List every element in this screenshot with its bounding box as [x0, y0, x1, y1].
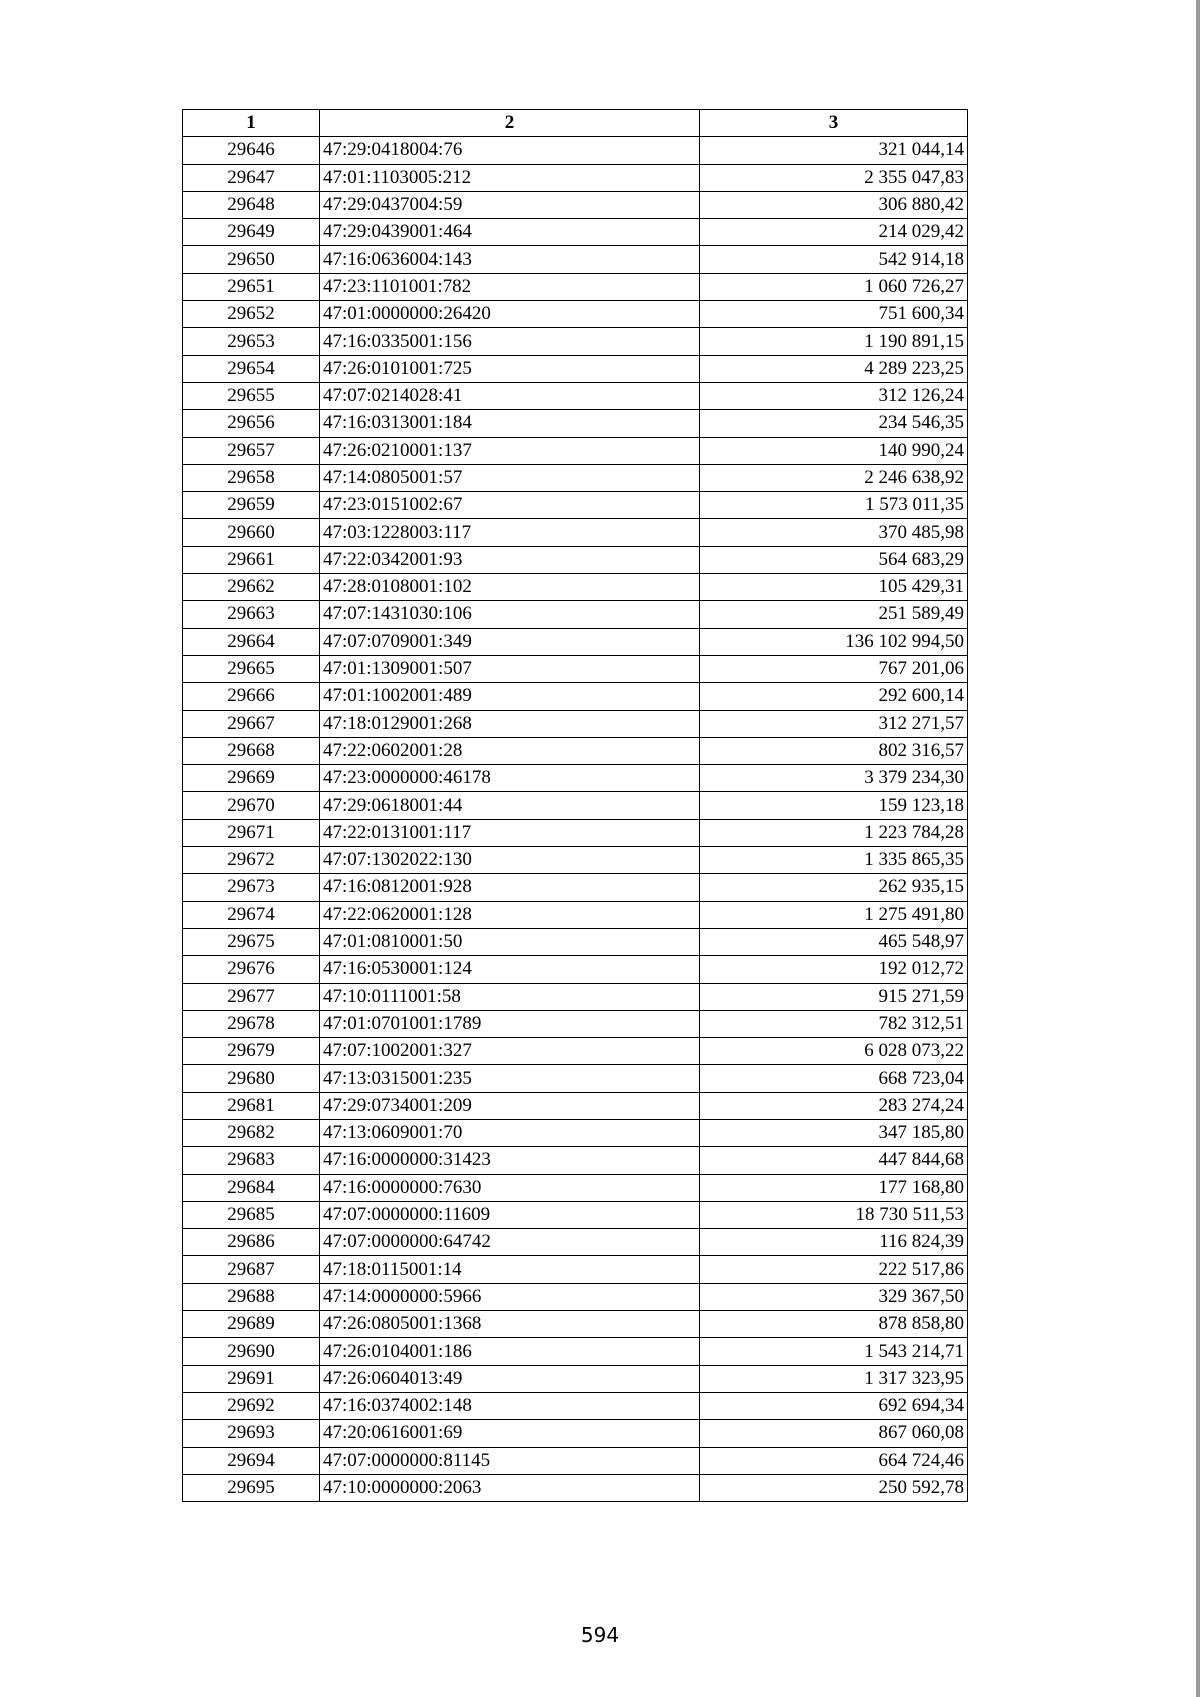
row-number-cell: 29693	[183, 1420, 320, 1447]
table-header-row	[183, 110, 968, 137]
table-row	[183, 655, 968, 682]
cadastral-number-cell: 47:01:1103005:212	[320, 164, 700, 191]
row-number-cell: 29655	[183, 382, 320, 409]
cadastral-number-cell: 47:16:0530001:124	[320, 956, 700, 983]
value-cell: 1 335 865,35	[700, 847, 968, 874]
cadastral-number-cell: 47:07:1302022:130	[320, 847, 700, 874]
table-row	[183, 191, 968, 218]
value-cell: 177 168,80	[700, 1174, 968, 1201]
value-cell: 1 573 011,35	[700, 492, 968, 519]
value-cell: 1 317 323,95	[700, 1365, 968, 1392]
cadastral-number-cell: 47:13:0609001:70	[320, 1119, 700, 1146]
row-number-cell: 29677	[183, 983, 320, 1010]
table-row	[183, 464, 968, 491]
value-cell: 347 185,80	[700, 1119, 968, 1146]
cadastral-number-cell: 47:16:0374002:148	[320, 1392, 700, 1419]
cadastral-number-cell: 47:07:0709001:349	[320, 628, 700, 655]
cadastral-number-cell: 47:22:0131001:117	[320, 819, 700, 846]
table-row	[183, 901, 968, 928]
value-cell: 370 485,98	[700, 519, 968, 546]
cadastral-number-cell: 47:29:0618001:44	[320, 792, 700, 819]
value-cell: 192 012,72	[700, 956, 968, 983]
row-number-cell: 29652	[183, 301, 320, 328]
cadastral-number-cell: 47:29:0439001:464	[320, 219, 700, 246]
value-cell: 564 683,29	[700, 546, 968, 573]
value-cell: 159 123,18	[700, 792, 968, 819]
cadastral-number-cell: 47:23:0000000:46178	[320, 765, 700, 792]
value-cell: 1 223 784,28	[700, 819, 968, 846]
value-cell: 802 316,57	[700, 737, 968, 764]
row-number-cell: 29679	[183, 1038, 320, 1065]
value-cell: 214 029,42	[700, 219, 968, 246]
row-number-cell: 29667	[183, 710, 320, 737]
table-row	[183, 628, 968, 655]
value-cell: 116 824,39	[700, 1229, 968, 1256]
table-row	[183, 1092, 968, 1119]
table-row	[183, 273, 968, 300]
cadastral-number-cell: 47:03:1228003:117	[320, 519, 700, 546]
row-number-cell: 29670	[183, 792, 320, 819]
value-cell: 2 355 047,83	[700, 164, 968, 191]
column-header-2: 2	[320, 110, 700, 137]
cadastral-number-cell: 47:13:0315001:235	[320, 1065, 700, 1092]
table-row	[183, 710, 968, 737]
table-row	[183, 847, 968, 874]
row-number-cell: 29686	[183, 1229, 320, 1256]
table-row	[183, 601, 968, 628]
table-row	[183, 519, 968, 546]
cadastral-number-cell: 47:07:0000000:64742	[320, 1229, 700, 1256]
cadastral-number-cell: 47:07:0000000:81145	[320, 1447, 700, 1474]
row-number-cell: 29663	[183, 601, 320, 628]
table-row	[183, 874, 968, 901]
table-row	[183, 1447, 968, 1474]
cadastral-number-cell: 47:22:0342001:93	[320, 546, 700, 573]
value-cell: 867 060,08	[700, 1420, 968, 1447]
row-number-cell: 29668	[183, 737, 320, 764]
row-number-cell: 29660	[183, 519, 320, 546]
column-header-3: 3	[700, 110, 968, 137]
cadastral-number-cell: 47:26:0101001:725	[320, 355, 700, 382]
row-number-cell: 29691	[183, 1365, 320, 1392]
cadastral-number-cell: 47:14:0805001:57	[320, 464, 700, 491]
cadastral-number-cell: 47:23:1101001:782	[320, 273, 700, 300]
value-cell: 2 246 638,92	[700, 464, 968, 491]
cadastral-number-cell: 47:07:1431030:106	[320, 601, 700, 628]
table-row	[183, 1201, 968, 1228]
table-row	[183, 137, 968, 164]
table-body	[183, 137, 968, 1502]
row-number-cell: 29682	[183, 1119, 320, 1146]
row-number-cell: 29664	[183, 628, 320, 655]
table-row	[183, 437, 968, 464]
value-cell: 1 543 214,71	[700, 1338, 968, 1365]
table-row	[183, 792, 968, 819]
row-number-cell: 29688	[183, 1283, 320, 1310]
cadastral-number-cell: 47:07:0000000:11609	[320, 1201, 700, 1228]
table-row	[183, 1338, 968, 1365]
value-cell: 692 694,34	[700, 1392, 968, 1419]
cadastral-number-cell: 47:16:0000000:31423	[320, 1147, 700, 1174]
table-row	[183, 164, 968, 191]
row-number-cell: 29649	[183, 219, 320, 246]
row-number-cell: 29678	[183, 1010, 320, 1037]
value-cell: 447 844,68	[700, 1147, 968, 1174]
value-cell: 283 274,24	[700, 1092, 968, 1119]
value-cell: 222 517,86	[700, 1256, 968, 1283]
value-cell: 1 275 491,80	[700, 901, 968, 928]
row-number-cell: 29657	[183, 437, 320, 464]
value-cell: 4 289 223,25	[700, 355, 968, 382]
value-cell: 250 592,78	[700, 1474, 968, 1501]
table-row	[183, 574, 968, 601]
row-number-cell: 29675	[183, 928, 320, 955]
cadastral-number-cell: 47:18:0129001:268	[320, 710, 700, 737]
row-number-cell: 29683	[183, 1147, 320, 1174]
cadastral-number-cell: 47:16:0000000:7630	[320, 1174, 700, 1201]
cadastral-number-cell: 47:29:0437004:59	[320, 191, 700, 218]
value-cell: 6 028 073,22	[700, 1038, 968, 1065]
row-number-cell: 29653	[183, 328, 320, 355]
table-row	[183, 1147, 968, 1174]
table-row	[183, 737, 968, 764]
cadastral-number-cell: 47:07:1002001:327	[320, 1038, 700, 1065]
value-cell: 234 546,35	[700, 410, 968, 437]
cadastral-number-cell: 47:16:0812001:928	[320, 874, 700, 901]
row-number-cell: 29658	[183, 464, 320, 491]
value-cell: 915 271,59	[700, 983, 968, 1010]
value-cell: 312 271,57	[700, 710, 968, 737]
row-number-cell: 29674	[183, 901, 320, 928]
row-number-cell: 29684	[183, 1174, 320, 1201]
cadastral-number-cell: 47:26:0210001:137	[320, 437, 700, 464]
cadastral-number-cell: 47:26:0604013:49	[320, 1365, 700, 1392]
value-cell: 105 429,31	[700, 574, 968, 601]
row-number-cell: 29656	[183, 410, 320, 437]
value-cell: 262 935,15	[700, 874, 968, 901]
cadastral-number-cell: 47:14:0000000:5966	[320, 1283, 700, 1310]
cadastral-number-cell: 47:07:0214028:41	[320, 382, 700, 409]
value-cell: 18 730 511,53	[700, 1201, 968, 1228]
table-row	[183, 492, 968, 519]
cadastral-number-cell: 47:01:0810001:50	[320, 928, 700, 955]
value-cell: 782 312,51	[700, 1010, 968, 1037]
table-row	[183, 1174, 968, 1201]
cadastral-number-cell: 47:22:0602001:28	[320, 737, 700, 764]
cadastral-number-cell: 47:22:0620001:128	[320, 901, 700, 928]
table-row	[183, 382, 968, 409]
cadastral-number-cell: 47:10:0000000:2063	[320, 1474, 700, 1501]
table-row	[183, 219, 968, 246]
row-number-cell: 29646	[183, 137, 320, 164]
table-row	[183, 246, 968, 273]
row-number-cell: 29676	[183, 956, 320, 983]
table-row	[183, 1010, 968, 1037]
cadastral-number-cell: 47:18:0115001:14	[320, 1256, 700, 1283]
value-cell: 664 724,46	[700, 1447, 968, 1474]
cadastral-number-cell: 47:23:0151002:67	[320, 492, 700, 519]
table-row	[183, 765, 968, 792]
row-number-cell: 29685	[183, 1201, 320, 1228]
value-cell: 767 201,06	[700, 655, 968, 682]
cadastral-number-cell: 47:26:0104001:186	[320, 1338, 700, 1365]
row-number-cell: 29665	[183, 655, 320, 682]
cadastral-number-cell: 47:10:0111001:58	[320, 983, 700, 1010]
table-row	[183, 1229, 968, 1256]
row-number-cell: 29650	[183, 246, 320, 273]
column-header-1: 1	[183, 110, 320, 137]
table-row	[183, 355, 968, 382]
table-row	[183, 301, 968, 328]
row-number-cell: 29672	[183, 847, 320, 874]
value-cell: 668 723,04	[700, 1065, 968, 1092]
data-table	[182, 109, 968, 1502]
value-cell: 312 126,24	[700, 382, 968, 409]
cadastral-number-cell: 47:01:0000000:26420	[320, 301, 700, 328]
cadastral-number-cell: 47:28:0108001:102	[320, 574, 700, 601]
table-row	[183, 1420, 968, 1447]
value-cell: 3 379 234,30	[700, 765, 968, 792]
cadastral-number-cell: 47:26:0805001:1368	[320, 1311, 700, 1338]
value-cell: 542 914,18	[700, 246, 968, 273]
value-cell: 140 990,24	[700, 437, 968, 464]
table-row	[183, 819, 968, 846]
cadastral-number-cell: 47:29:0418004:76	[320, 137, 700, 164]
row-number-cell: 29687	[183, 1256, 320, 1283]
table-row	[183, 1365, 968, 1392]
table-row	[183, 546, 968, 573]
row-number-cell: 29669	[183, 765, 320, 792]
table-row	[183, 1065, 968, 1092]
row-number-cell: 29681	[183, 1092, 320, 1119]
cadastral-number-cell: 47:01:1002001:489	[320, 683, 700, 710]
row-number-cell: 29692	[183, 1392, 320, 1419]
value-cell: 251 589,49	[700, 601, 968, 628]
table-row	[183, 1311, 968, 1338]
row-number-cell: 29673	[183, 874, 320, 901]
row-number-cell: 29647	[183, 164, 320, 191]
cadastral-number-cell: 47:29:0734001:209	[320, 1092, 700, 1119]
table-row	[183, 1119, 968, 1146]
cadastral-number-cell: 47:16:0636004:143	[320, 246, 700, 273]
table-row	[183, 928, 968, 955]
value-cell: 292 600,14	[700, 683, 968, 710]
row-number-cell: 29689	[183, 1311, 320, 1338]
cadastral-number-cell: 47:16:0313001:184	[320, 410, 700, 437]
cadastral-number-cell: 47:01:1309001:507	[320, 655, 700, 682]
row-number-cell: 29680	[183, 1065, 320, 1092]
table-row	[183, 328, 968, 355]
value-cell: 329 367,50	[700, 1283, 968, 1310]
cadastral-number-cell: 47:01:0701001:1789	[320, 1010, 700, 1037]
row-number-cell: 29694	[183, 1447, 320, 1474]
table-row	[183, 1474, 968, 1501]
value-cell: 136 102 994,50	[700, 628, 968, 655]
row-number-cell: 29661	[183, 546, 320, 573]
value-cell: 465 548,97	[700, 928, 968, 955]
table-row	[183, 956, 968, 983]
row-number-cell: 29659	[183, 492, 320, 519]
cadastral-number-cell: 47:16:0335001:156	[320, 328, 700, 355]
table-row	[183, 983, 968, 1010]
row-number-cell: 29666	[183, 683, 320, 710]
value-cell: 1 190 891,15	[700, 328, 968, 355]
row-number-cell: 29690	[183, 1338, 320, 1365]
row-number-cell: 29651	[183, 273, 320, 300]
table-row	[183, 1392, 968, 1419]
cadastral-number-cell: 47:20:0616001:69	[320, 1420, 700, 1447]
row-number-cell: 29654	[183, 355, 320, 382]
value-cell: 1 060 726,27	[700, 273, 968, 300]
table-row	[183, 410, 968, 437]
value-cell: 878 858,80	[700, 1311, 968, 1338]
page-edge-shadow	[1196, 0, 1200, 1697]
table-row	[183, 1256, 968, 1283]
table-row	[183, 683, 968, 710]
table-row	[183, 1038, 968, 1065]
value-cell: 321 044,14	[700, 137, 968, 164]
value-cell: 751 600,34	[700, 301, 968, 328]
row-number-cell: 29648	[183, 191, 320, 218]
page-number: 594	[580, 1623, 620, 1647]
row-number-cell: 29695	[183, 1474, 320, 1501]
value-cell: 306 880,42	[700, 191, 968, 218]
row-number-cell: 29662	[183, 574, 320, 601]
row-number-cell: 29671	[183, 819, 320, 846]
table-row	[183, 1283, 968, 1310]
